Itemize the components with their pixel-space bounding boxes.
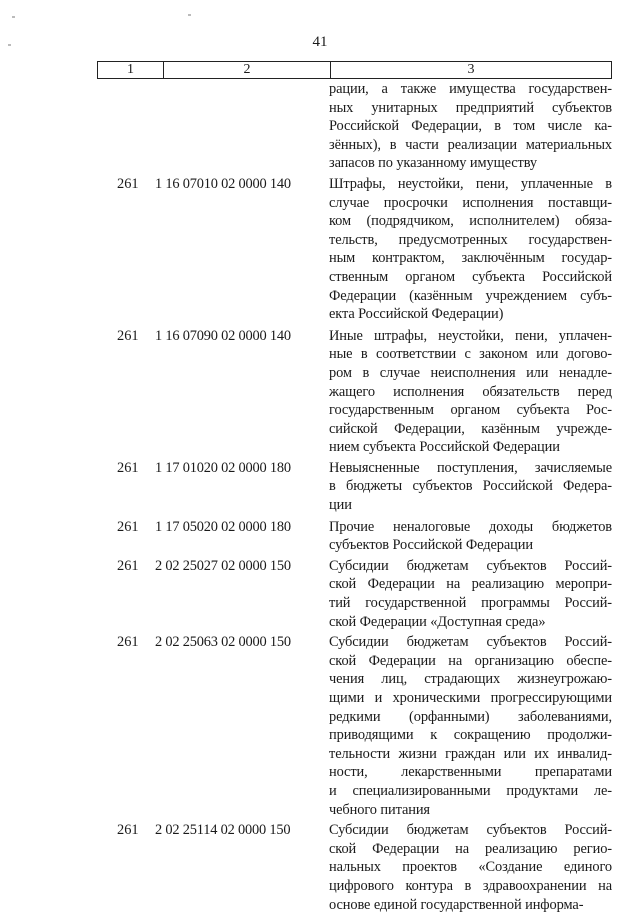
description-line: Субсидии бюджетам субъектов Россий- — [329, 557, 612, 574]
description-line: Невыясненные поступления, зачисляемые — [329, 459, 612, 476]
description-line: ности, лекарственными препаратами — [329, 764, 612, 781]
description-line: щими и хроническими прогрессирующими — [329, 690, 612, 706]
column-header-3: 3 — [467, 62, 475, 77]
table-row — [97, 327, 612, 457]
description-line: ской Федерации на организацию обеспе- — [329, 652, 612, 669]
description-line: в бюджеты субъектов Российской Федера- — [329, 478, 612, 495]
budget-classification-code: 2 02 25114 02 0000 150 — [155, 822, 291, 839]
administrator-code: 261 — [117, 822, 139, 839]
description-line: государственным органом субъекта Рос- — [329, 402, 612, 419]
description-line: ком (подрядчиком, исполнителем) обяза- — [329, 213, 612, 230]
description-line: нием субъекта Российской Федерации — [329, 439, 560, 456]
description-line: ным контрактом, заключённым государ- — [329, 250, 612, 267]
description-line: тельности жизни граждан или их инвалид- — [329, 745, 612, 762]
administrator-code: 261 — [117, 327, 139, 344]
description-line: ской Федерации «Доступная среда» — [329, 613, 546, 630]
page-number: 41 — [312, 34, 328, 50]
description-line: нальных проектов «Создание единого — [329, 859, 612, 876]
description-line: чения лиц, страдающих жизнеугрожаю- — [329, 671, 612, 688]
revenue-description — [329, 459, 612, 515]
description-line: Российской Федерации, в том числе ка- — [329, 118, 612, 135]
administrator-code: 261 — [117, 175, 139, 192]
budget-classification-code: 1 16 07010 02 0000 140 — [155, 175, 291, 192]
description-line: сийской Федерации, казённым учрежде- — [329, 420, 612, 437]
budget-classification-code: 1 17 01020 02 0000 180 — [155, 459, 291, 476]
description-line: Субсидии бюджетам субъектов Россий- — [329, 634, 612, 651]
revenue-description — [329, 557, 612, 631]
description-line: ции — [329, 497, 352, 514]
description-line: запасов по указанному имуществу — [329, 155, 537, 172]
description-line: тельств, предусмотренных государствен- — [329, 231, 612, 248]
table-row — [97, 80, 612, 173]
revenue-description — [329, 80, 612, 173]
table-row — [97, 633, 612, 819]
table-row — [97, 175, 612, 324]
administrator-code — [97, 80, 155, 173]
description-line: ской Федерации на реализацию регио- — [329, 840, 612, 857]
scan-speck — [188, 14, 191, 16]
description-line: чебного питания — [329, 801, 430, 818]
description-line: ных унитарных предприятий субъектов — [329, 99, 612, 116]
description-line: Штрафы, неустойки, пени, уплаченные в — [329, 175, 612, 192]
table-row — [97, 459, 612, 515]
budget-classification-code: 2 02 25063 02 0000 150 — [155, 634, 291, 651]
table-body — [97, 80, 612, 914]
table-row — [97, 518, 612, 555]
description-line: и специализированными продуктами ле- — [329, 782, 612, 799]
revenue-description — [329, 633, 612, 819]
description-line: ром в случае неисполнения или ненадле- — [329, 364, 612, 381]
column-header-2: 2 — [164, 62, 331, 78]
revenue-description — [329, 518, 612, 555]
description-line: цифрового контура в здравоохранении на — [329, 877, 612, 894]
budget-classification-code: 1 17 05020 02 0000 180 — [155, 518, 291, 535]
table-row — [97, 557, 612, 631]
administrator-code: 261 — [117, 518, 139, 535]
description-line: Иные штрафы, неустойки, пени, уплачен- — [329, 327, 612, 344]
description-line: рации, а также имущества государствен- — [329, 81, 612, 97]
table-row — [97, 821, 612, 914]
description-line: ственным органом субъекта Российской — [329, 268, 612, 285]
revenue-description — [329, 327, 612, 457]
description-line: ской Федерации на реализацию меропри- — [329, 576, 612, 593]
description-line: тий государственной программы Россий- — [329, 595, 612, 612]
description-line: основе единой государственной информа- — [329, 896, 584, 913]
administrator-code: 261 — [117, 634, 139, 651]
budget-classification-code — [155, 80, 329, 173]
administrator-code: 261 — [117, 459, 139, 476]
description-line: Субсидии бюджетам субъектов Россий- — [329, 822, 612, 839]
budget-classification-code: 2 02 25027 02 0000 150 — [155, 557, 291, 574]
description-line: редкими (орфанными) заболеваниями, — [329, 708, 612, 725]
description-line: ные в соответствии с законом или догово- — [329, 346, 612, 363]
description-line: субъектов Российской Федерации — [329, 537, 533, 554]
description-line: приводящими к сокращению продолжи- — [329, 727, 612, 744]
description-line: случае просрочки исполнения поставщи- — [329, 194, 612, 211]
description-line: зённых), в части реализации материальных — [329, 136, 612, 153]
description-line: жащего исполнения обязательств перед — [329, 383, 612, 400]
description-line: Прочие неналоговые доходы бюджетов — [329, 518, 612, 535]
administrator-code: 261 — [117, 557, 139, 574]
description-line: Федерации (казённым учреждением субъ- — [329, 287, 612, 304]
revenue-description — [329, 175, 612, 324]
table-header-row — [97, 61, 612, 79]
scan-speck — [12, 16, 15, 18]
column-header-1: 1 — [98, 62, 164, 78]
budget-classification-code: 1 16 07090 02 0000 140 — [155, 327, 291, 344]
description-line: екта Российской Федерации) — [329, 306, 504, 323]
revenue-description — [329, 821, 612, 914]
